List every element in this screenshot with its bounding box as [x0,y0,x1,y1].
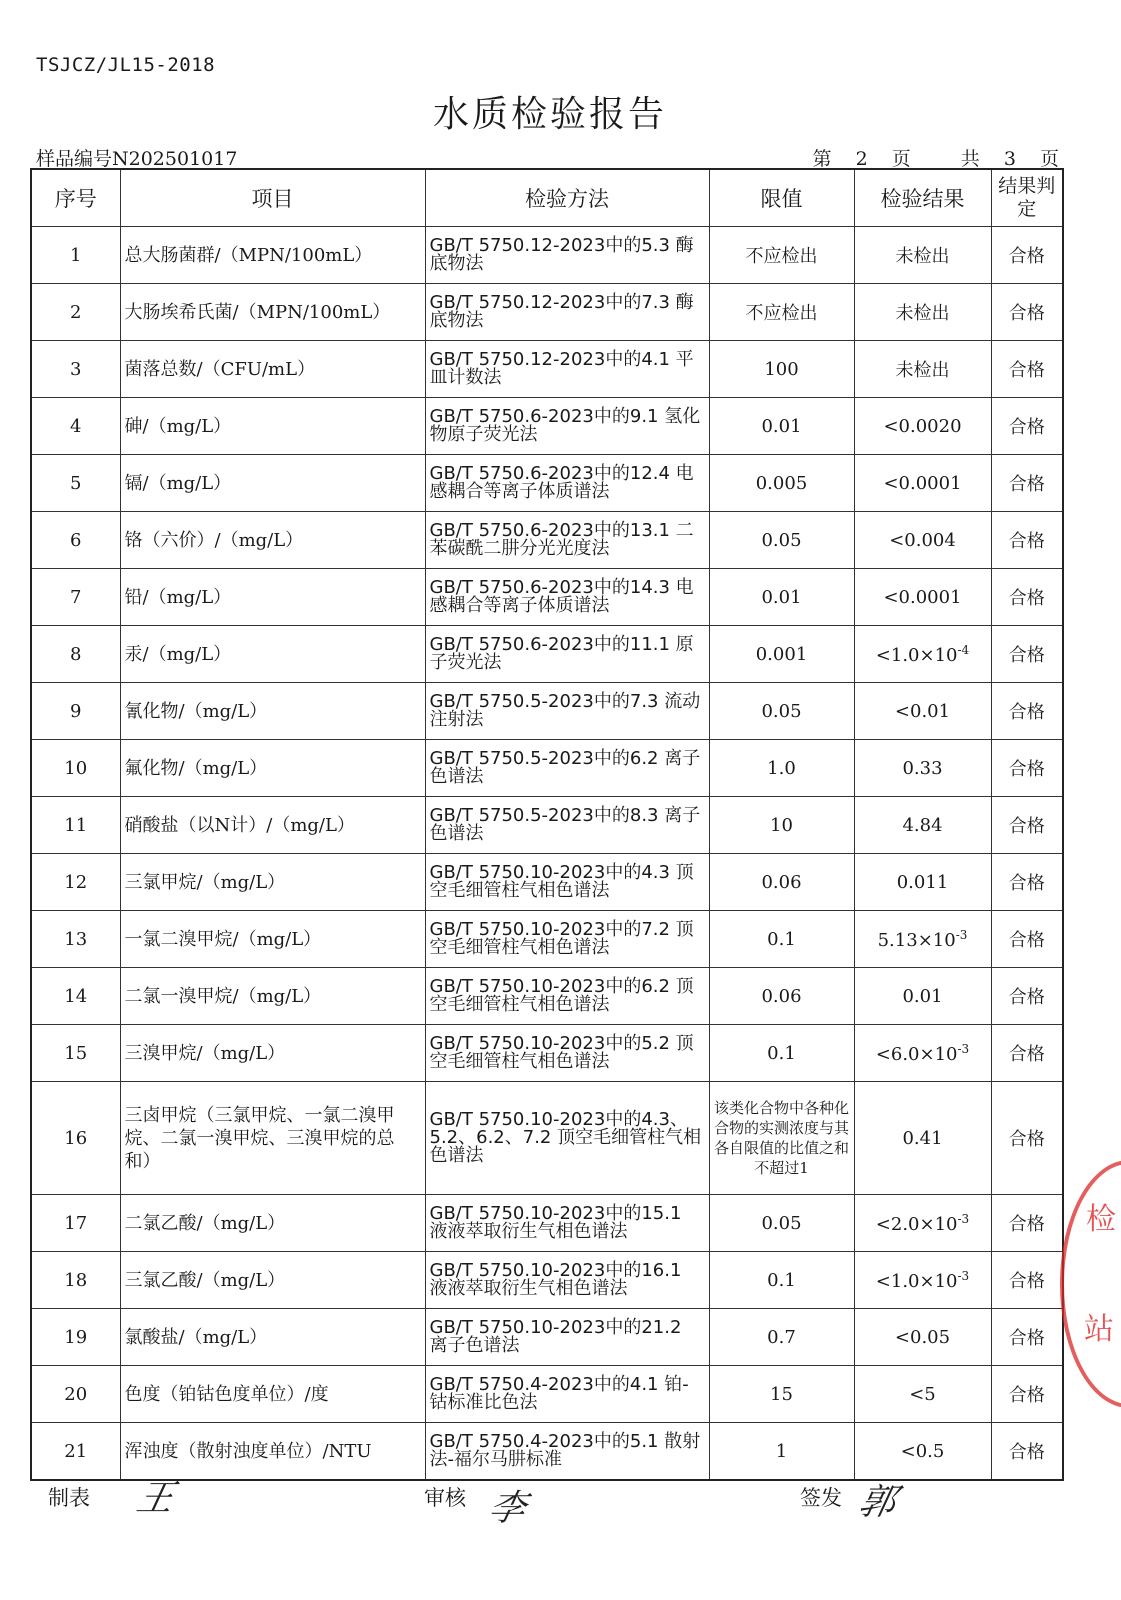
cell-result: <0.0001 [854,569,991,626]
table-row [31,1025,1063,1082]
cell-limit: 0.001 [709,626,854,683]
cell-no: 11 [31,797,120,854]
prepared-signature: 王 [133,1478,178,1519]
cell-judge: 合格 [991,512,1063,569]
cell-no: 2 [31,284,120,341]
cell-item: 氟化物/（mg/L） [120,740,425,797]
cell-no: 18 [31,1252,120,1309]
cell-limit: 15 [709,1366,854,1423]
cell-result: <5 [854,1366,991,1423]
table-row [31,284,1063,341]
column-header-limit: 限值 [709,169,854,227]
table-row [31,1252,1063,1309]
cell-judge: 合格 [991,227,1063,284]
reviewed-label: 审核 [424,1486,466,1510]
cell-item: 汞/（mg/L） [120,626,425,683]
cell-judge: 合格 [991,968,1063,1025]
cell-item: 氰化物/（mg/L） [120,683,425,740]
cell-judge: 合格 [991,284,1063,341]
cell-method: GB/T 5750.10-2023中的21.2 离子色谱法 [425,1309,709,1366]
cell-result: <0.004 [854,512,991,569]
cell-judge: 合格 [991,1082,1063,1195]
cell-method: GB/T 5750.5-2023中的8.3 离子色谱法 [425,797,709,854]
table-row [31,341,1063,398]
result-exponent: -3 [957,1211,970,1226]
column-header-item: 项目 [120,169,425,227]
cell-no: 19 [31,1309,120,1366]
table-row [31,683,1063,740]
cell-item: 菌落总数/（CFU/mL） [120,341,425,398]
cell-judge: 合格 [991,797,1063,854]
cell-result: $<2.0\times 10^{-3}$ [854,1195,991,1252]
cell-limit: 0.06 [709,968,854,1025]
cell-method: GB/T 5750.6-2023中的12.4 电感耦合等离子体质谱法 [425,455,709,512]
cell-item: 三卤甲烷（三氯甲烷、一氯二溴甲烷、二氯一溴甲烷、三溴甲烷的总和） [120,1082,425,1195]
cell-limit: 不应检出 [709,284,854,341]
cell-method: GB/T 5750.12-2023中的5.3 酶底物法 [425,227,709,284]
cell-limit: 0.05 [709,512,854,569]
cell-result: 4.84 [854,797,991,854]
result-exponent: -4 [957,642,970,657]
column-header-judge: 结果判定 [991,169,1063,227]
cell-method: GB/T 5750.5-2023中的6.2 离子色谱法 [425,740,709,797]
stamp-char-2: 站 [1084,1312,1114,1347]
stamp-char-1: 检 [1086,1202,1116,1237]
cell-limit: 1 [709,1423,854,1481]
table-row [31,1082,1063,1195]
table-row [31,626,1063,683]
cell-no: 9 [31,683,120,740]
cell-item: 色度（铂钴色度单位）/度 [120,1366,425,1423]
document-code: TSJCZ/JL15-2018 [36,54,216,76]
cell-no: 17 [31,1195,120,1252]
cell-item: 三氯乙酸/（mg/L） [120,1252,425,1309]
cell-method: GB/T 5750.12-2023中的4.1 平皿计数法 [425,341,709,398]
cell-no: 20 [31,1366,120,1423]
cell-no: 3 [31,341,120,398]
cell-item: 镉/（mg/L） [120,455,425,512]
cell-result: $<1.0\times 10^{-3}$ [854,1252,991,1309]
table-row [31,1309,1063,1366]
cell-judge: 合格 [991,1423,1063,1481]
cell-no: 6 [31,512,120,569]
cell-item: 一氯二溴甲烷/（mg/L） [120,911,425,968]
cell-judge: 合格 [991,341,1063,398]
cell-judge: 合格 [991,683,1063,740]
inspection-table [30,168,1064,1481]
cell-method: GB/T 5750.6-2023中的9.1 氢化物原子荧光法 [425,398,709,455]
cell-no: 15 [31,1025,120,1082]
table-header-row [31,169,1063,227]
result-exponent: -3 [957,1268,970,1283]
cell-item: 总大肠菌群/（MPN/100mL） [120,227,425,284]
cell-method: GB/T 5750.6-2023中的14.3 电感耦合等离子体质谱法 [425,569,709,626]
cell-no: 21 [31,1423,120,1481]
cell-result: <0.05 [854,1309,991,1366]
prepared-label: 制表 [48,1486,90,1510]
page-info [799,144,1059,171]
cell-result: <0.0001 [854,455,991,512]
cell-method: GB/T 5750.6-2023中的11.1 原子荧光法 [425,626,709,683]
cell-item: 三溴甲烷/（mg/L） [120,1025,425,1082]
cell-no: 16 [31,1082,120,1195]
cell-no: 7 [31,569,120,626]
cell-result: $<1.0\times 10^{-4}$ [854,626,991,683]
cell-limit: 0.1 [709,911,854,968]
cell-method: GB/T 5750.12-2023中的7.3 酶底物法 [425,284,709,341]
cell-limit: 0.05 [709,1195,854,1252]
cell-judge: 合格 [991,1252,1063,1309]
table-row [31,968,1063,1025]
cell-judge: 合格 [991,569,1063,626]
cell-result: 未检出 [854,227,991,284]
column-header-no: 序号 [31,169,120,227]
table-row [31,854,1063,911]
cell-no: 5 [31,455,120,512]
cell-judge: 合格 [991,1366,1063,1423]
column-header-result: 检验结果 [854,169,991,227]
result-exponent: -3 [955,927,968,942]
table-row [31,1195,1063,1252]
cell-result: <0.01 [854,683,991,740]
cell-no: 13 [31,911,120,968]
page-unit: 页 [891,148,911,170]
cell-no: 8 [31,626,120,683]
cell-method: GB/T 5750.5-2023中的7.3 流动注射法 [425,683,709,740]
cell-item: 氯酸盐/（mg/L） [120,1309,425,1366]
page-total: 3 [1003,148,1016,170]
cell-item: 大肠埃希氏菌/（MPN/100mL） [120,284,425,341]
cell-method: GB/T 5750.4-2023中的5.1 散射法-福尔马肼标准 [425,1423,709,1481]
cell-result: 0.01 [854,968,991,1025]
cell-judge: 合格 [991,854,1063,911]
cell-method: GB/T 5750.6-2023中的13.1 二苯碳酰二肼分光光度法 [425,512,709,569]
signature-row [0,1470,1121,1550]
official-stamp [1060,1160,1121,1408]
cell-item: 三氯甲烷/（mg/L） [120,854,425,911]
cell-limit: 10 [709,797,854,854]
cell-method: GB/T 5750.10-2023中的15.1 液液萃取衍生气相色谱法 [425,1195,709,1252]
cell-limit: 该类化合物中各种化合物的实测浓度与其各自限值的比值之和不超过1 [709,1082,854,1195]
table-row [31,797,1063,854]
page-total-unit: 页 [1039,148,1059,170]
cell-result: 未检出 [854,341,991,398]
table-row [31,455,1063,512]
cell-result: 未检出 [854,284,991,341]
cell-item: 铅/（mg/L） [120,569,425,626]
table-row [31,1366,1063,1423]
cell-limit: 不应检出 [709,227,854,284]
cell-limit: 0.06 [709,854,854,911]
cell-result: $<6.0\times 10^{-3}$ [854,1025,991,1082]
cell-result: <0.0020 [854,398,991,455]
cell-no: 10 [31,740,120,797]
table-row [31,512,1063,569]
cell-limit: 0.05 [709,683,854,740]
cell-no: 12 [31,854,120,911]
cell-item: 二氯一溴甲烷/（mg/L） [120,968,425,1025]
issued-label: 签发 [800,1486,842,1510]
cell-result: 0.011 [854,854,991,911]
page-total-prefix: 共 [960,148,980,170]
cell-limit: 0.1 [709,1252,854,1309]
cell-judge: 合格 [991,1025,1063,1082]
result-exponent: -3 [957,1041,970,1056]
column-header-method: 检验方法 [425,169,709,227]
cell-judge: 合格 [991,740,1063,797]
table-row [31,569,1063,626]
table-row [31,911,1063,968]
cell-method: GB/T 5750.10-2023中的5.2 顶空毛细管柱气相色谱法 [425,1025,709,1082]
cell-item: 浑浊度（散射浊度单位）/NTU [120,1423,425,1481]
cell-limit: 1.0 [709,740,854,797]
cell-limit: 100 [709,341,854,398]
table-row [31,227,1063,284]
cell-item: 二氯乙酸/（mg/L） [120,1195,425,1252]
table-row [31,398,1063,455]
table-row [31,740,1063,797]
cell-judge: 合格 [991,1309,1063,1366]
cell-judge: 合格 [991,1195,1063,1252]
cell-result: 0.41 [854,1082,991,1195]
cell-item: 硝酸盐（以N计）/（mg/L） [120,797,425,854]
cell-method: GB/T 5750.10-2023中的7.2 顶空毛细管柱气相色谱法 [425,911,709,968]
sample-number: 样品编号N202501017 [36,148,238,170]
cell-result: <0.5 [854,1423,991,1481]
cell-limit: 0.01 [709,398,854,455]
cell-judge: 合格 [991,398,1063,455]
cell-result: 0.33 [854,740,991,797]
cell-judge: 合格 [991,626,1063,683]
report-title: 水质检验报告 [432,94,667,135]
cell-method: GB/T 5750.10-2023中的6.2 顶空毛细管柱气相色谱法 [425,968,709,1025]
cell-judge: 合格 [991,911,1063,968]
cell-item: 砷/（mg/L） [120,398,425,455]
cell-method: GB/T 5750.10-2023中的16.1 液液萃取衍生气相色谱法 [425,1252,709,1309]
cell-method: GB/T 5750.10-2023中的4.3 顶空毛细管柱气相色谱法 [425,854,709,911]
cell-limit: 0.01 [709,569,854,626]
cell-limit: 0.005 [709,455,854,512]
cell-limit: 0.1 [709,1025,854,1082]
cell-judge: 合格 [991,455,1063,512]
reviewed-signature: 李 [485,1488,530,1529]
cell-limit: 0.7 [709,1309,854,1366]
cell-method: GB/T 5750.4-2023中的4.1 铂-钴标准比色法 [425,1366,709,1423]
page-current: 2 [855,148,868,170]
cell-no: 1 [31,227,120,284]
cell-method: GB/T 5750.10-2023中的4.3、5.2、6.2、7.2 顶空毛细管柱气相色谱法 [425,1082,709,1195]
issued-signature: 郭 [855,1482,900,1523]
cell-no: 14 [31,968,120,1025]
page-prefix: 第 [812,148,832,170]
cell-item: 铬（六价）/（mg/L） [120,512,425,569]
cell-no: 4 [31,398,120,455]
cell-result: $5.13\times 10^{-3}$ [854,911,991,968]
